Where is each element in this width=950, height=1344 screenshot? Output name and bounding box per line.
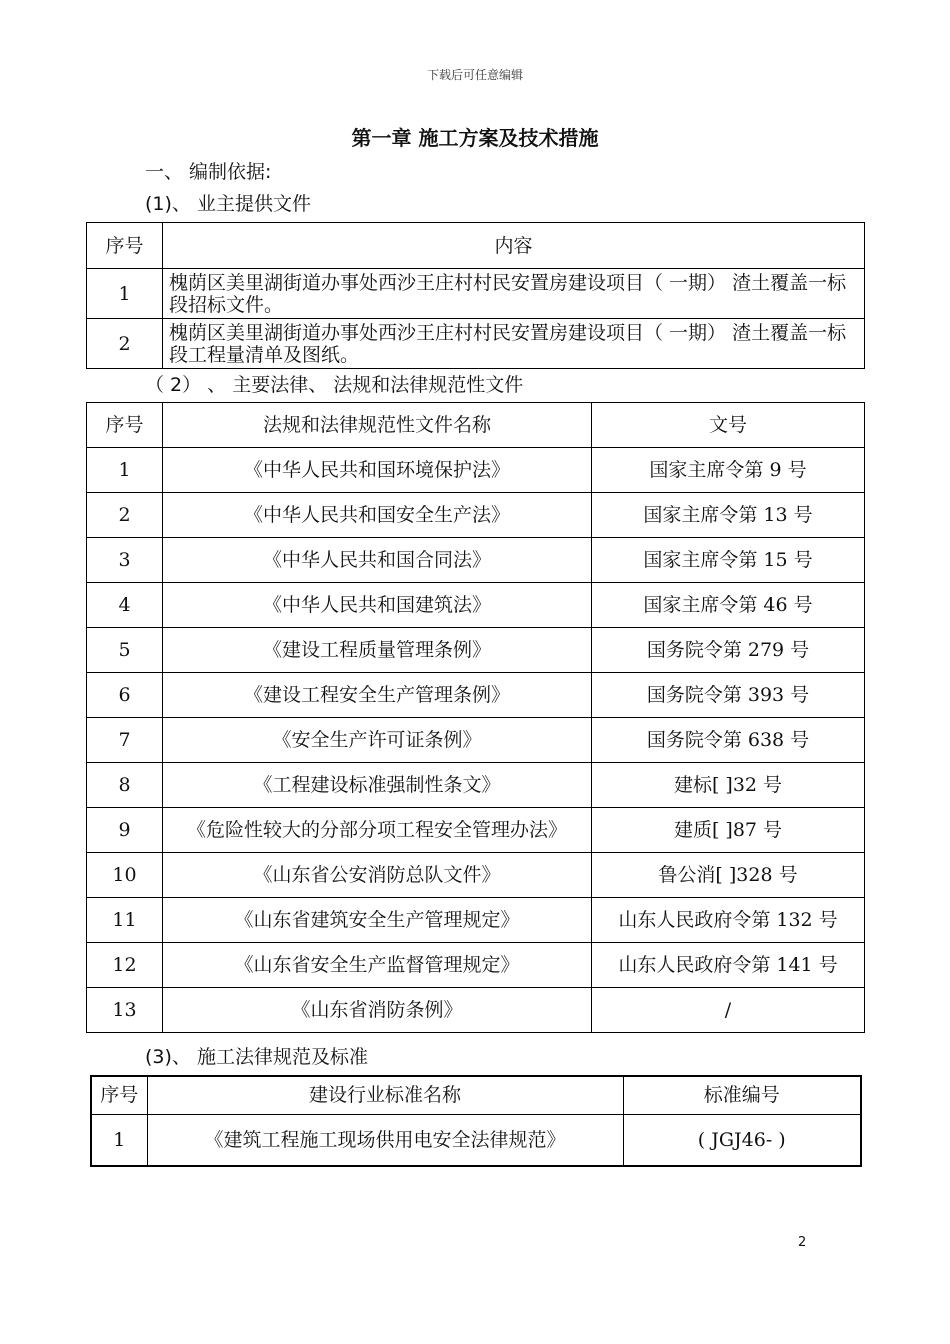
part2-heading: （ 2） 、 主要法律、 法规和法律规范性文件 bbox=[145, 374, 524, 396]
row-index: 5 bbox=[87, 628, 163, 673]
table-row bbox=[87, 269, 865, 319]
law-name: 《建设工程安全生产管理条例》 bbox=[163, 673, 592, 718]
row-index: 2 bbox=[87, 493, 163, 538]
row-index: 1 bbox=[87, 269, 163, 319]
law-name: 《中华人民共和国安全生产法》 bbox=[163, 493, 592, 538]
law-name: 《工程建设标准强制性条文》 bbox=[163, 763, 592, 808]
header-cell: 序号 bbox=[91, 1076, 147, 1114]
header-cell: 序号 bbox=[87, 223, 163, 269]
document-number: 国家主席令第 15 号 bbox=[592, 538, 865, 583]
table-header-row bbox=[87, 223, 865, 269]
row-content: 槐荫区美里湖街道办事处西沙王庄村村民安置房建设项目（ 一期） 渣土覆盖一标段招标文件。 bbox=[163, 269, 865, 319]
document-number: 山东人民政府令第 141 号 bbox=[592, 943, 865, 988]
header-note: 下载后可任意编辑 bbox=[426, 68, 523, 82]
law-name: 《山东省安全生产监督管理规定》 bbox=[163, 943, 592, 988]
table-row bbox=[87, 493, 865, 538]
law-name: 《危险性较大的分部分项工程安全管理办法》 bbox=[163, 808, 592, 853]
table-row bbox=[87, 673, 865, 718]
table-row bbox=[87, 628, 865, 673]
row-index: 8 bbox=[87, 763, 163, 808]
table-row bbox=[87, 808, 865, 853]
table-row bbox=[87, 448, 865, 493]
part3-heading: (3)、 施工法律规范及标准 bbox=[145, 1046, 368, 1068]
table-row bbox=[87, 898, 865, 943]
law-name: 《建设工程质量管理条例》 bbox=[163, 628, 592, 673]
row-index: 6 bbox=[87, 673, 163, 718]
table-header-row bbox=[87, 403, 865, 448]
row-index: 11 bbox=[87, 898, 163, 943]
law-name: 《安全生产许可证条例》 bbox=[163, 718, 592, 763]
table-row bbox=[87, 718, 865, 763]
document-number: 鲁公消[ ]328 号 bbox=[592, 853, 865, 898]
row-index: 10 bbox=[87, 853, 163, 898]
header-cell: 法规和法律规范性文件名称 bbox=[163, 403, 592, 448]
table-row bbox=[87, 538, 865, 583]
row-index: 9 bbox=[87, 808, 163, 853]
law-name: 《山东省消防条例》 bbox=[163, 988, 592, 1033]
law-name: 《中华人民共和国合同法》 bbox=[163, 538, 592, 583]
chapter-title: 第一章 施工方案及技术措施 bbox=[351, 126, 599, 150]
document-number: 国家主席令第 46 号 bbox=[592, 583, 865, 628]
laws-table bbox=[86, 402, 865, 1033]
row-index: 1 bbox=[87, 448, 163, 493]
table-row bbox=[87, 319, 865, 369]
document-number: 国务院令第 638 号 bbox=[592, 718, 865, 763]
table-header-row bbox=[91, 1076, 861, 1114]
header-cell: 内容 bbox=[163, 223, 865, 269]
table-row bbox=[87, 583, 865, 628]
law-name: 《中华人民共和国环境保护法》 bbox=[163, 448, 592, 493]
document-number: 国家主席令第 13 号 bbox=[592, 493, 865, 538]
table-row bbox=[87, 763, 865, 808]
standards-table bbox=[90, 1075, 862, 1167]
row-index: 7 bbox=[87, 718, 163, 763]
page-number: 2 bbox=[798, 1235, 807, 1250]
document-number: / bbox=[592, 988, 865, 1033]
row-index: 2 bbox=[87, 319, 163, 369]
document-number: 国务院令第 393 号 bbox=[592, 673, 865, 718]
row-index: 3 bbox=[87, 538, 163, 583]
section-heading-basis: 一、 编制依据: bbox=[145, 161, 272, 183]
part1-heading: (1)、 业主提供文件 bbox=[145, 193, 311, 215]
table-row bbox=[91, 1114, 861, 1166]
header-cell: 标准编号 bbox=[623, 1076, 861, 1114]
law-name: 《中华人民共和国建筑法》 bbox=[163, 583, 592, 628]
standard-code: ( JGJ46- ) bbox=[623, 1114, 861, 1166]
document-number: 建标[ ]32 号 bbox=[592, 763, 865, 808]
document-number: 建质[ ]87 号 bbox=[592, 808, 865, 853]
owner-documents-table bbox=[86, 222, 865, 369]
header-cell: 文号 bbox=[592, 403, 865, 448]
document-number: 山东人民政府令第 132 号 bbox=[592, 898, 865, 943]
law-name: 《山东省建筑安全生产管理规定》 bbox=[163, 898, 592, 943]
row-index: 4 bbox=[87, 583, 163, 628]
header-cell: 序号 bbox=[87, 403, 163, 448]
table-row bbox=[87, 988, 865, 1033]
table-row bbox=[87, 943, 865, 988]
row-content: 槐荫区美里湖街道办事处西沙王庄村村民安置房建设项目（ 一期） 渣土覆盖一标段工程量清单及图纸。 bbox=[163, 319, 865, 369]
document-number: 国家主席令第 9 号 bbox=[592, 448, 865, 493]
row-index: 13 bbox=[87, 988, 163, 1033]
law-name: 《山东省公安消防总队文件》 bbox=[163, 853, 592, 898]
standard-name: 《建筑工程施工现场供用电安全法律规范》 bbox=[147, 1114, 623, 1166]
table-row bbox=[87, 853, 865, 898]
row-index: 12 bbox=[87, 943, 163, 988]
row-index: 1 bbox=[91, 1114, 147, 1166]
document-number: 国务院令第 279 号 bbox=[592, 628, 865, 673]
header-cell: 建设行业标准名称 bbox=[147, 1076, 623, 1114]
